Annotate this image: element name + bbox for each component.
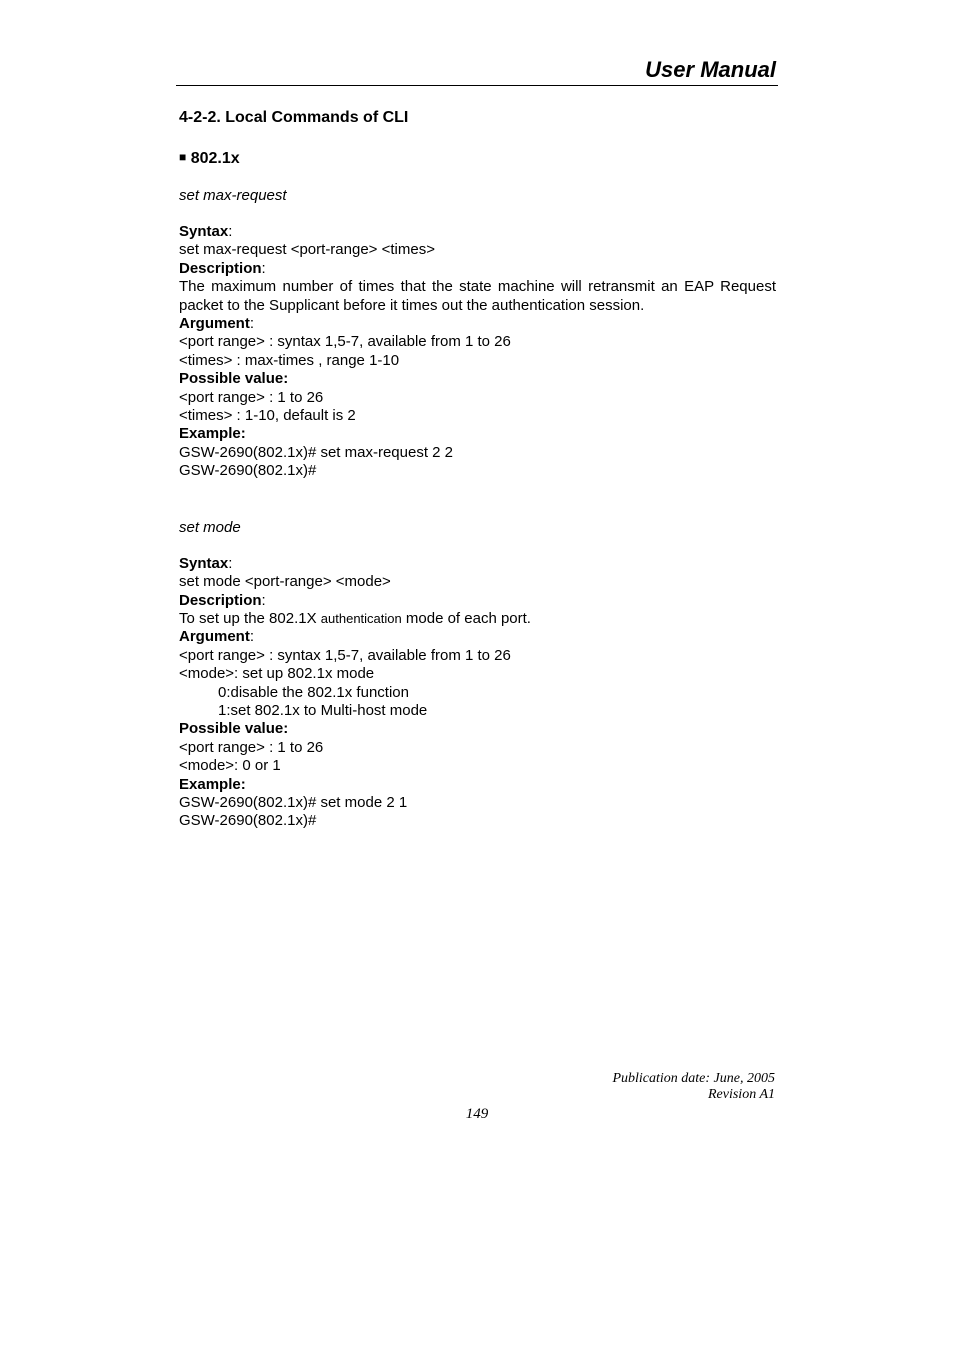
possible-value-line: <port range> : 1 to 26 (179, 388, 324, 406)
argument-option: 0:disable the 802.1x function (218, 683, 409, 701)
command-name: set max-request (179, 187, 287, 204)
example-line: GSW-2690(802.1x)# set mode 2 1 (179, 793, 408, 811)
page-content (179, 108, 776, 831)
header-rule (176, 85, 778, 86)
argument-label: Argument: (179, 315, 255, 333)
syntax-label: Syntax: (179, 554, 233, 572)
description-label: Description: (179, 591, 266, 609)
command-block (179, 223, 776, 481)
description-text: To set up the 802.1X authentication mode of each port. (179, 609, 531, 627)
command-block (179, 555, 776, 831)
argument-label: Argument: (179, 628, 255, 646)
description-label: Description: (179, 259, 266, 277)
syntax-text: set mode <port-range> <mode> (179, 573, 391, 591)
syntax-label: Syntax: (179, 223, 233, 240)
subsection-heading (179, 147, 776, 169)
example-label: Example: (179, 425, 246, 443)
argument-line: <port range> : syntax 1,5-7, available from 1 to 26 (179, 646, 511, 664)
example-line: GSW-2690(802.1x)# (179, 812, 317, 830)
square-bullet-icon: ■ (179, 150, 187, 164)
example-label: Example: (179, 775, 246, 793)
command-name: set mode (179, 518, 241, 536)
revision: Revision A1 (707, 1087, 775, 1102)
argument-line: <mode>: set up 802.1x mode (179, 665, 375, 683)
description-text: The maximum number of times that the state machine will retransmit an EAP Request packet to the Supplicant before it times out the authentication session. (179, 278, 776, 314)
possible-value-label: Possible value: (179, 720, 289, 738)
manual-title: User Manual (645, 57, 776, 82)
possible-value-line: <times> : 1-10, default is 2 (179, 407, 356, 425)
argument-option: 1:set 802.1x to Multi-host mode (218, 701, 428, 719)
possible-value-line: <port range> : 1 to 26 (179, 738, 324, 756)
syntax-text: set max-request <port-range> <times> (179, 241, 435, 259)
subsection-title: 802.1x (190, 150, 240, 167)
page-number: 149 (465, 1106, 489, 1122)
argument-line: <port range> : syntax 1,5-7, available from 1 to 26 (179, 333, 511, 351)
section-title: 4-2-2. Local Commands of CLI (179, 109, 409, 126)
example-line: GSW-2690(802.1x)# set max-request 2 2 (179, 443, 454, 461)
example-line: GSW-2690(802.1x)# (179, 462, 317, 480)
argument-line: <times> : max-times , range 1-10 (179, 351, 400, 369)
publication-date: Publication date: June, 2005 (612, 1071, 775, 1086)
possible-value-label: Possible value: (179, 370, 289, 388)
possible-value-line: <mode>: 0 or 1 (179, 757, 281, 775)
